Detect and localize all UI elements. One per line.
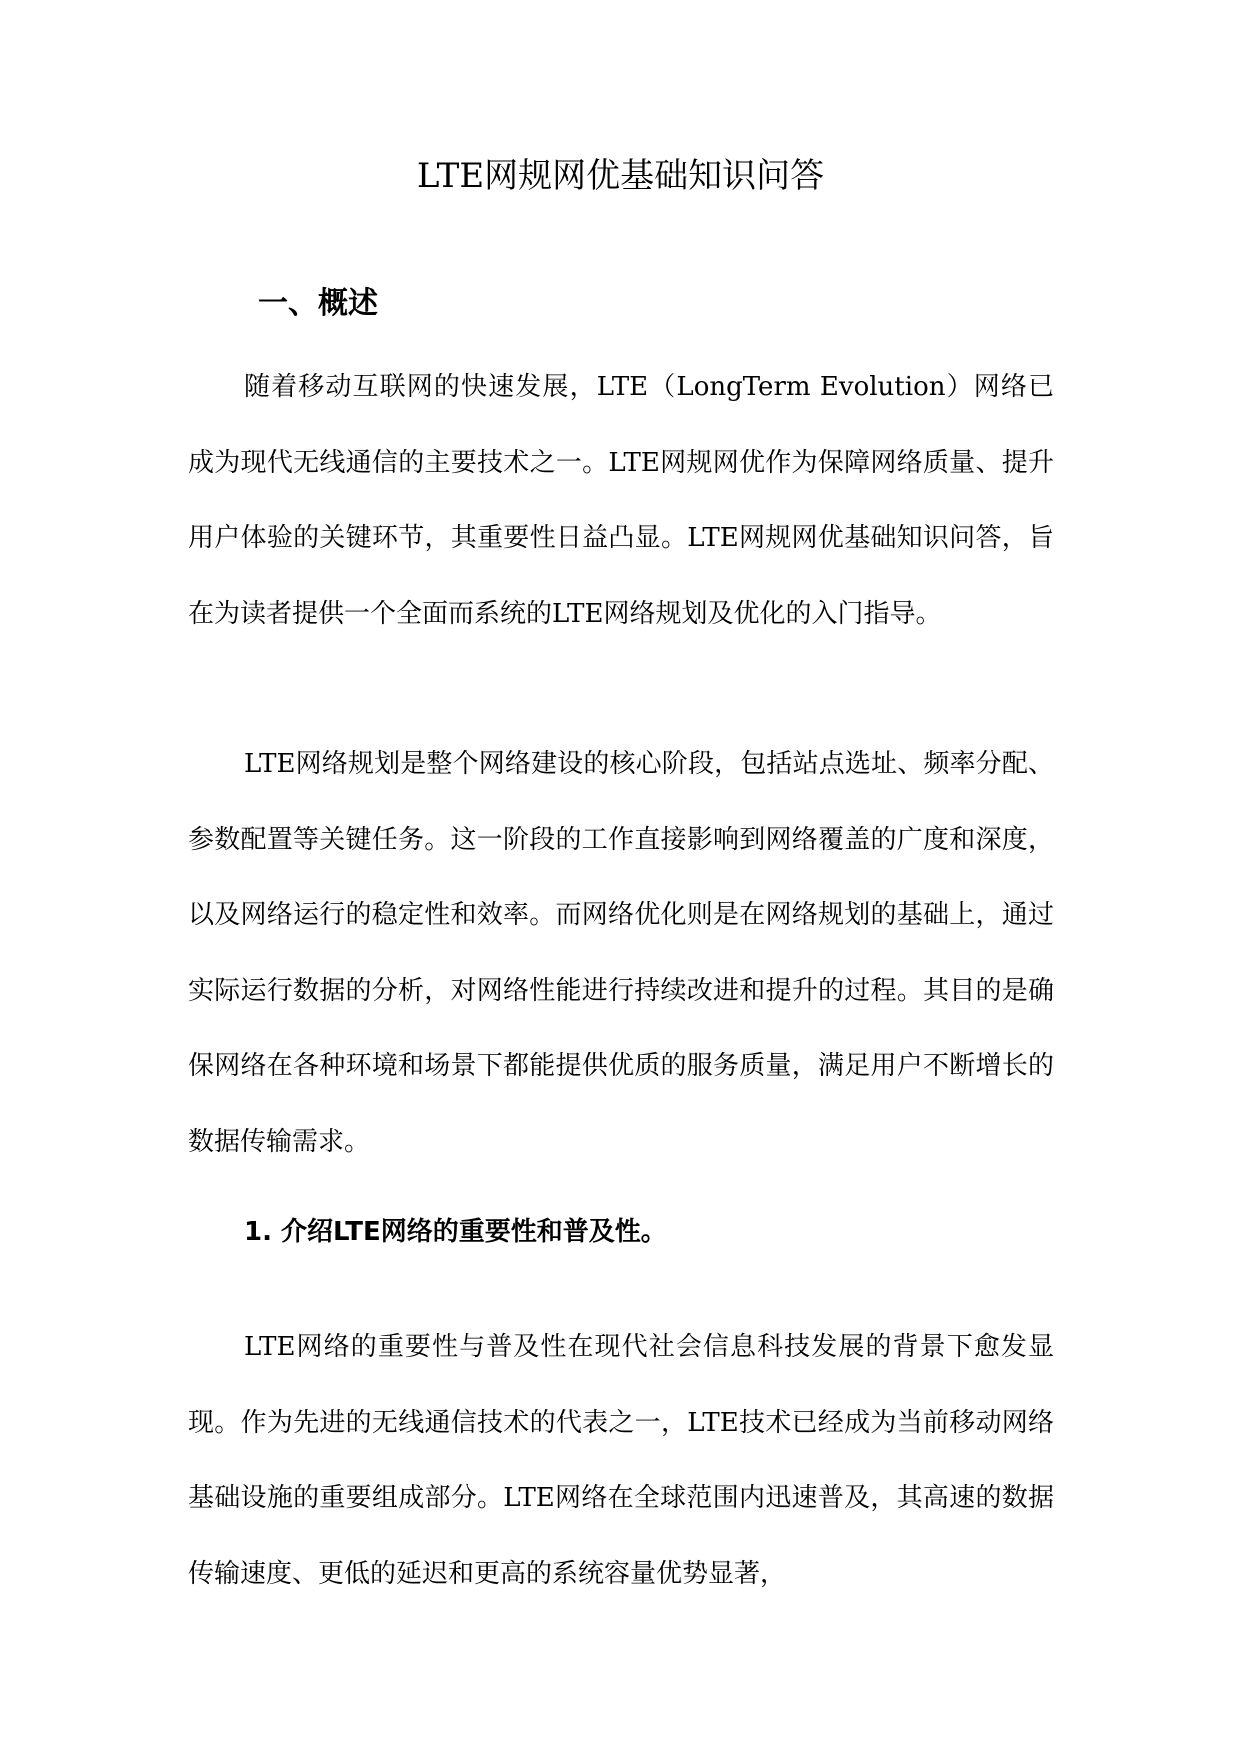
overview-paragraph-1: 随着移动互联网的快速发展，LTE（LongTerm Evolution）网络已成为现代无线通信的主要技术之一。LTE网规网优作为保障网络质量、提升用户体验的关键环节，其重要性日益凸显。LTE网规网优基础知识问答，旨在为读者提供一个全面而系统的LTE网络规划及优化的入门指导。	[188, 372, 1054, 629]
subsection-paragraph-1: LTE网络的重要性与普及性在现代社会信息科技发展的背景下愈发显现。作为先进的无线通信技术的代表之一，LTE技术已经成为当前移动网络基础设施的重要组成部分。LTE网络在全球范围内迅速普及，其高速的数据传输速度、更低的延迟和更高的系统容量优势显著，	[188, 1332, 1054, 1589]
section-heading-overview: 一、概述	[258, 286, 378, 321]
subsection-heading-1: 1. 介绍LTE网络的重要性和普及性。	[244, 1217, 667, 1247]
document-title: LTE网规网优基础知识问答	[416, 156, 825, 196]
overview-paragraph-2: LTE网络规划是整个网络建设的核心阶段，包括站点选址、频率分配、参数配置等关键任务。这一阶段的工作直接影响到网络覆盖的广度和深度，以及网络运行的稳定性和效率。而网络优化则是在网络规划的基础上，通过实际运行数据的分析，对网络性能进行持续改进和提升的过程。其目的是确保网络在各种环境和场景下都能提供优质的服务质量，满足用户不断增长的数据传输需求。	[188, 749, 1054, 1157]
